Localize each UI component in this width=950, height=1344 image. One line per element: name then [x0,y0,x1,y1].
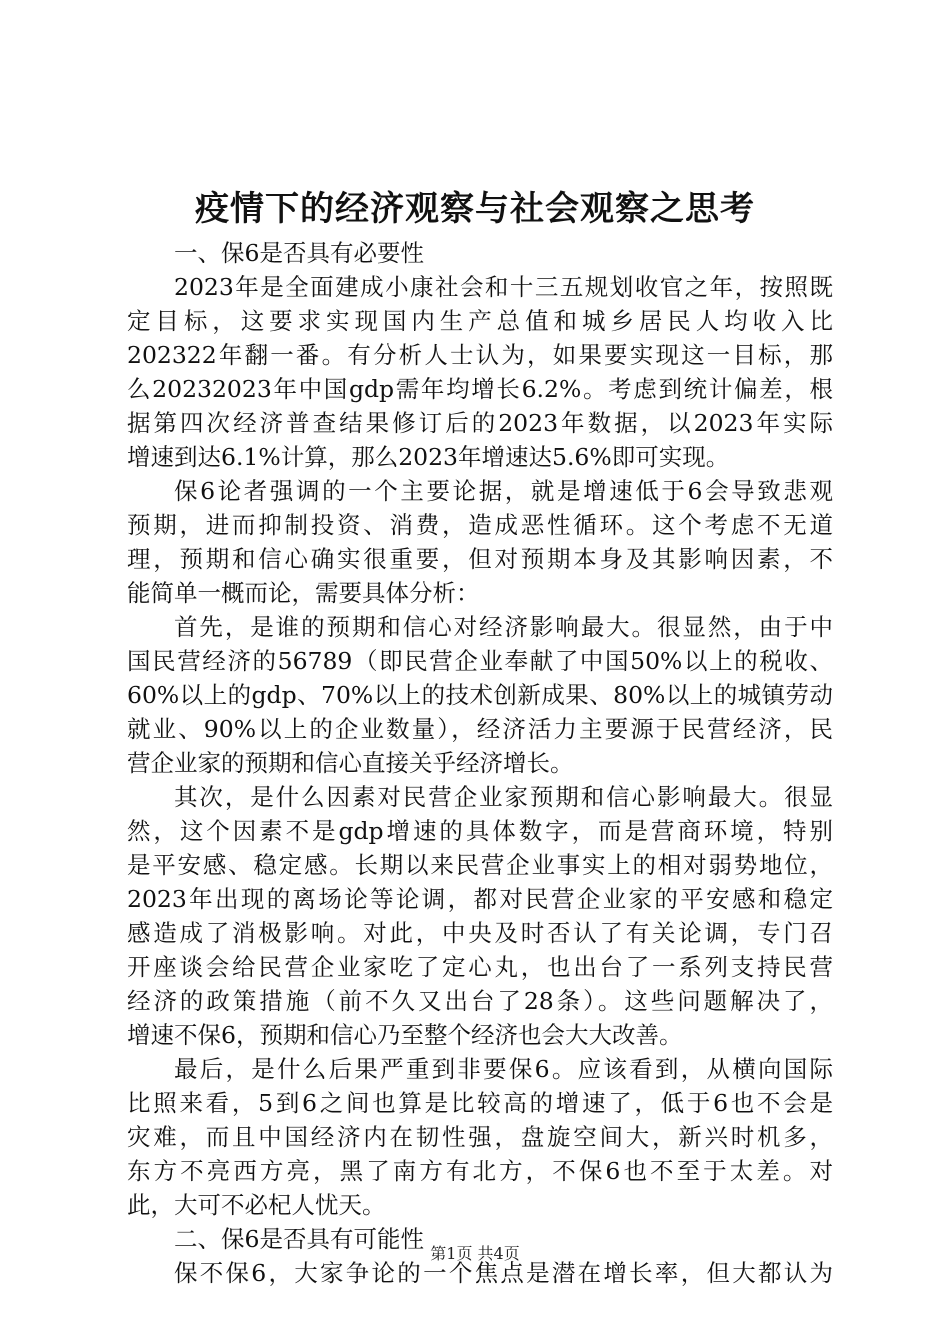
paragraph-line: 据第四次经济普查结果修订后的2023年数据，以2023年实际 [127,409,833,437]
paragraph-line: 东方不亮西方亮，黑了南方有北方，不保6也不至于太差。对 [127,1157,833,1185]
paragraph-line: 灾难，而且中国经济内在韧性强，盘旋空间大，新兴时机多， [127,1123,833,1151]
paragraph-line: 预期，进而抑制投资、消费，造成恶性循环。这个考虑不无道 [127,511,833,539]
section-heading-2: 二、保6是否具有可能性 [174,1225,424,1253]
paragraph-line: 增速不保6，预期和信心乃至整个经济也会大大改善。 [127,1021,683,1049]
paragraph-line: 60%以上的gdp、70%以上的技术创新成果、80%以上的城镇劳动 [127,681,833,709]
paragraph-line: 经济的政策措施（前不久又出台了28条）。这些问题解决了， [127,987,833,1015]
page-footer: 第1页 共4页 [430,1244,520,1263]
paragraph-line: 比照来看，5到6之间也算是比较高的增速了，低于6也不会是 [127,1089,833,1117]
paragraph-line: 开座谈会给民营企业家吃了定心丸，也出台了一系列支持民营 [127,953,833,981]
paragraph-line: 202322年翻一番。有分析人士认为，如果要实现这一目标，那 [127,341,833,369]
paragraph-line: 能简单一概而论，需要具体分析： [127,579,480,607]
paragraph-line: 首先，是谁的预期和信心对经济影响最大。很显然，由于中 [174,613,833,641]
paragraph-line: 增速到达6.1%计算，那么2023年增速达5.6%即可实现。 [127,443,730,471]
paragraph-line: 保不保6，大家争论的一个焦点是潜在增长率，但大都认为 [174,1259,833,1287]
section-heading-1: 一、保6是否具有必要性 [174,239,424,267]
paragraph-line: 然，这个因素不是gdp增速的具体数字，而是营商环境，特别 [127,817,833,845]
document-body [127,236,833,1290]
paragraph-line: 2023年是全面建成小康社会和十三五规划收官之年，按照既 [174,273,833,301]
paragraph-line: 营企业家的预期和信心直接关乎经济增长。 [127,749,574,777]
paragraph-line: 就业、90%以上的企业数量），经济活力主要源于民营经济，民 [127,715,833,743]
document-title: 疫情下的经济观察与社会观察之思考 [195,189,755,229]
paragraph-line: 理，预期和信心确实很重要，但对预期本身及其影响因素，不 [127,545,833,573]
paragraph-line: 国民营经济的56789（即民营企业奉献了中国50%以上的税收、 [127,647,833,675]
paragraph-line: 是平安感、稳定感。长期以来民营企业事实上的相对弱势地位， [127,851,833,879]
paragraph-line: 此，大可不必杞人忧天。 [127,1191,386,1219]
paragraph-line: 2023年出现的离场论等论调，都对民营企业家的平安感和稳定 [127,885,833,913]
paragraph-line: 最后，是什么后果严重到非要保6。应该看到，从横向国际 [174,1055,833,1083]
paragraph-line: 定目标，这要求实现国内生产总值和城乡居民人均收入比 [127,307,833,335]
paragraph-line: 保6论者强调的一个主要论据，就是增速低于6会导致悲观 [174,477,833,505]
paragraph-line: 么20232023年中国gdp需年均增长6.2%。考虑到统计偏差，根 [127,375,833,403]
paragraph-line: 其次，是什么因素对民营企业家预期和信心影响最大。很显 [174,783,833,811]
paragraph-line: 感造成了消极影响。对此，中央及时否认了有关论调，专门召 [127,919,833,947]
